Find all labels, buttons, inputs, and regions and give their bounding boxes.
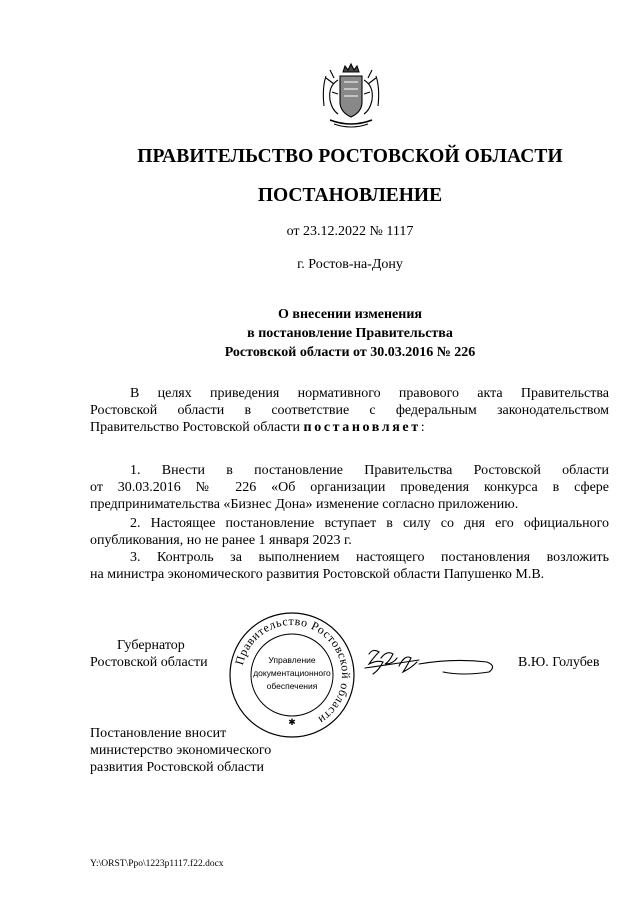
clause-3 [90,549,609,583]
paragraph-line: на министра экономического развития Ростовской области Папушенко М.В. [90,567,545,582]
government-name: ПРАВИТЕЛЬСТВО РОСТОВСКОЙ ОБЛАСТИ [137,146,563,167]
submitted-by-block [90,725,271,776]
paragraph-line: В целях приведения нормативного правового акта Правительства [130,386,609,401]
clause-2 [90,515,609,549]
document-subject [200,305,500,362]
signatory-position [90,637,208,671]
paragraph-line: Ростовской области в соответствие с федеральным законодательством [90,403,609,418]
preamble-prefix: Правительство Ростовской области [90,420,304,435]
paragraph-line: 1. Внести в постановление Правительства Ростовской области [130,463,609,478]
stamp-ring-text: Правительство Ростовской области [232,613,354,728]
submitted-line: Постановление вносит [90,726,227,741]
position-line: Ростовской области [90,655,208,670]
resolves-keyword: постановляет [303,420,421,435]
preamble-paragraph [90,385,609,436]
subject-line: в постановление Правительства [247,326,453,341]
coat-of-arms-icon [316,62,386,132]
subject-line: Ростовской области от 30.03.2016 № 226 [224,345,476,360]
position-line: Губернатор [117,638,185,653]
clause-1 [90,462,609,513]
official-stamp [227,610,357,740]
paragraph-line: 2. Настоящее постановление вступает в силу со дня его официального [130,516,609,531]
handwritten-signature [363,644,498,684]
stamp-center-line: Управление [268,655,316,665]
stamp-star-icon: ✱ [288,717,296,727]
file-path-footer: Y:\ORST\Ppo\1223p1117.f22.docx [90,859,224,869]
paragraph-line [90,419,609,436]
submitted-line: министерство экономического [90,743,272,758]
document-date-number: от 23.12.2022 № 1117 [286,224,414,239]
document-place: г. Ростов-на-Дону [297,257,403,272]
paragraph-line: 3. Контроль за выполнением настоящего постановления возложить [130,550,609,565]
document-type: ПОСТАНОВЛЕНИЕ [257,185,443,206]
submitted-line: развития Ростовской области [90,760,264,775]
paragraph-line: от 30.03.2016 № 226 «Об организации проведения конкурса в сфере [90,480,609,495]
signatory-name: В.Ю. Голубев [518,655,600,670]
preamble-suffix: : [420,420,425,435]
stamp-center-line: документационного [253,668,331,678]
stamp-center-line: обеспечения [266,681,318,691]
subject-line: О внесении изменения [278,307,422,322]
paragraph-line: опубликования, но не ранее 1 января 2023 г. [90,533,352,548]
paragraph-line: предпринимательства «Бизнес Дона» изменение согласно приложению. [90,497,519,512]
